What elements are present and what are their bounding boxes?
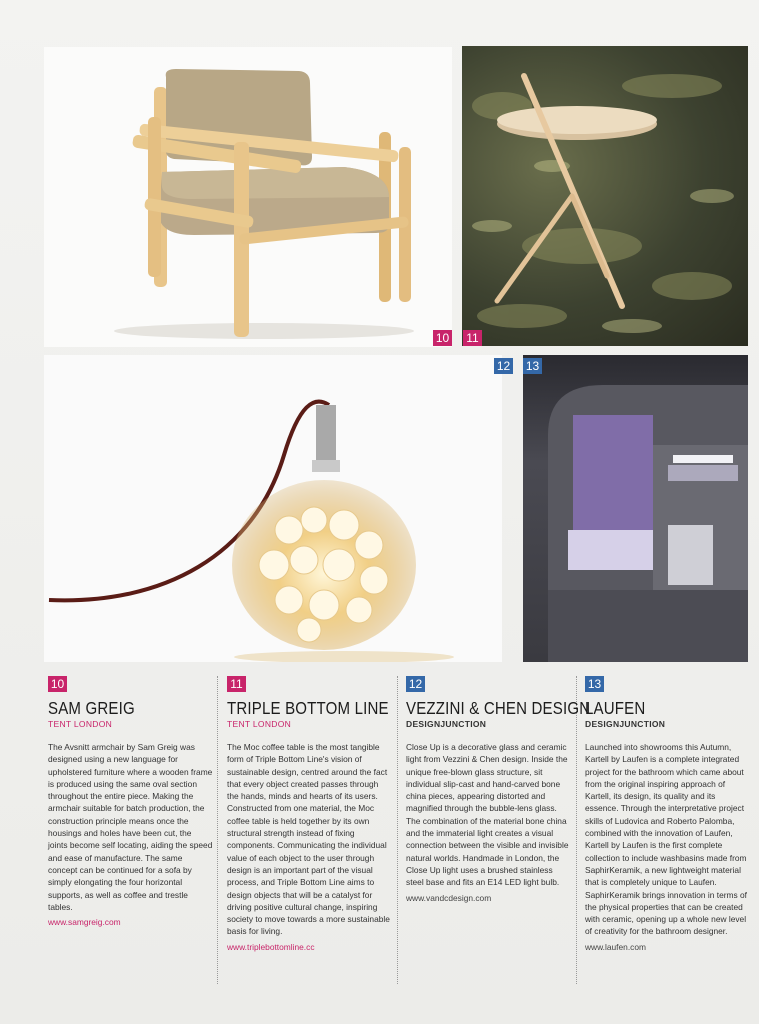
article-title: VEZZINI & CHEN DESIGN xyxy=(406,698,591,718)
article-url-link[interactable]: www.triplebottomline.cc xyxy=(227,941,315,952)
article-title: SAM GREIG xyxy=(48,698,135,718)
article-number: 12 xyxy=(406,676,425,692)
article-laufen xyxy=(585,676,750,953)
armchair-photo xyxy=(44,47,452,347)
image-badge-10: 10 xyxy=(433,330,452,346)
bathroom-illustration xyxy=(523,355,748,662)
article-sam-greig xyxy=(48,676,213,928)
article-triple-bottom-line xyxy=(227,676,392,953)
column-divider xyxy=(397,676,398,984)
column-divider xyxy=(576,676,577,984)
article-title: TRIPLE BOTTOM LINE xyxy=(227,698,389,718)
article-body: The Avsnitt armchair by Sam Greig was designed using a new language for upholstered furniture where a wooden frame is produced using the same oval section throughout the entire piece. Making the armchair suitable for batch production, the construction principle means once the housings and holes have been cut, the joints become self locating, aiding the speed and ease of manufacture. The same concept can be continued for a sofa by simply elongating the four horizontal supports, as well as coffee and trestle tables. xyxy=(48,742,213,912)
article-number: 11 xyxy=(227,676,246,692)
article-url-link[interactable]: www.vandcdesign.com xyxy=(406,892,492,903)
light-photo xyxy=(44,355,502,662)
article-number: 10 xyxy=(48,676,67,692)
article-title: LAUFEN xyxy=(585,698,646,718)
article-number: 13 xyxy=(585,676,604,692)
coffee-table-illustration xyxy=(462,46,748,346)
article-body: Launched into showrooms this Autumn, Kartell by Laufen is a complete integrated project for the bathroom which came about from the original inspiring approach of Kartell, its design, its quality and its essence. Through the interpretative project skills of Ludovica and Roberto Palomba, combined with the innovation of Laufen, Kartell by Laufen is the first complete collection to include washbasins made from SaphirKeramik, a new lightweight material that is completely unique to Laufen. SaphirKeramik brings innovation in terms of the physical properties that can be created with ceramic, opening up a whole new level of creativity for the bathroom designer. xyxy=(585,742,747,937)
armchair-illustration xyxy=(44,47,452,347)
image-badge-12: 12 xyxy=(494,358,513,374)
article-url-link[interactable]: www.samgreig.com xyxy=(48,917,121,928)
article-subtitle: TENT LONDON xyxy=(48,719,113,729)
article-subtitle: TENT LONDON xyxy=(227,719,292,729)
table-photo xyxy=(462,46,748,346)
article-body: Close Up is a decorative glass and ceramic light from Vezzini & Chen design. Inside the unique free-blown glass structure, sit individual slip-cast and hand-carved bone china pieces, appearing distorted and magnified through the bubble-lens glass. The combination of the material bone china and the immaterial light creates a visual connection between the visible and invisible natural worlds. Handmade in London, the Close Up light uses a brushed stainless steel base and fits an E14 LED light bulb. xyxy=(406,742,569,888)
article-url-link[interactable]: www.laufen.com xyxy=(585,941,646,952)
image-badge-11: 11 xyxy=(463,330,482,346)
bathroom-photo xyxy=(523,355,748,662)
article-body: The Moc coffee table is the most tangible form of Triple Bottom Line's vision of sustainable design, centred around the fact that every object created passes through the hands, minds and hearts of its users. Constructed from one material, the Moc coffee table is held together by its own structural strength instead of fixing components. Communicating the individual value of each object to the user through design is an important part of the visual process, and Triple Bottom Line aims to design objects that will be a catalyst for driving positive cultural change, inspiring society to move towards a more sustainable basis for living. xyxy=(227,742,390,937)
column-divider xyxy=(217,676,218,984)
article-subtitle: DESIGNJUNCTION xyxy=(406,719,487,729)
image-badge-13: 13 xyxy=(523,358,542,374)
article-subtitle: DESIGNJUNCTION xyxy=(585,719,666,729)
glass-light-illustration xyxy=(44,355,502,662)
article-vezzini-chen xyxy=(406,676,591,904)
